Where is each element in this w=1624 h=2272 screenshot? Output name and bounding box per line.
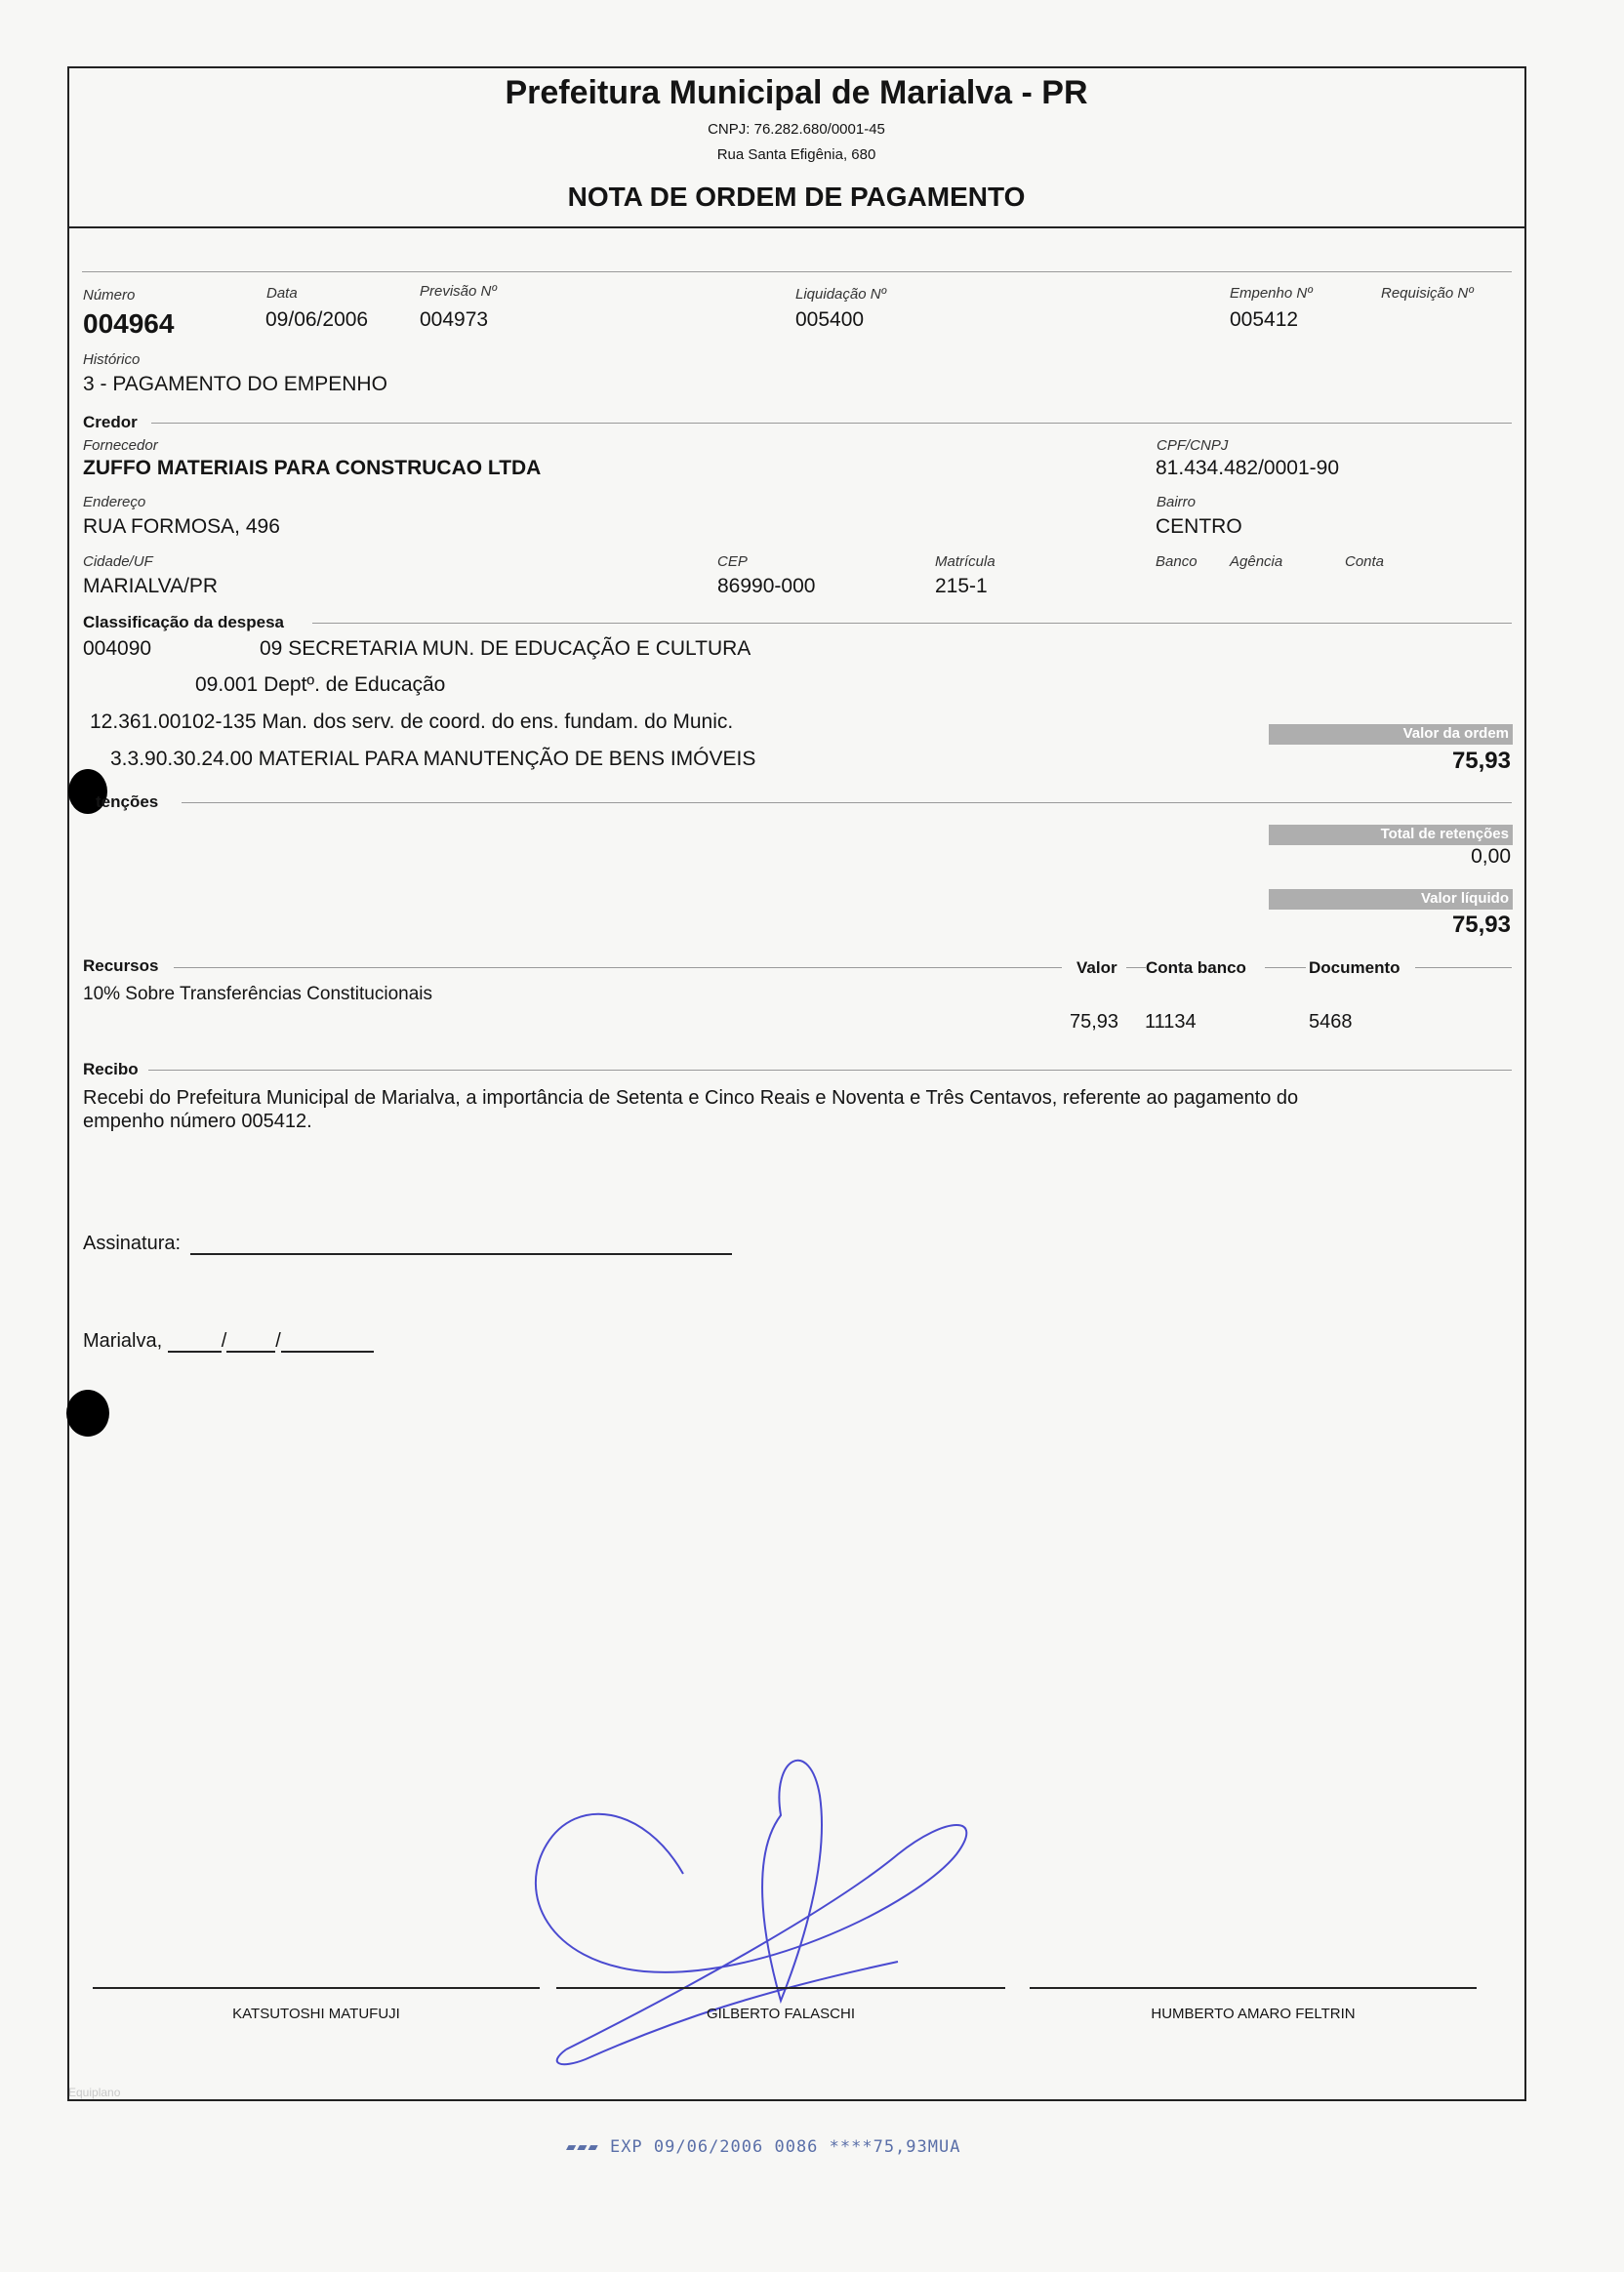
assinatura-line (190, 1232, 732, 1255)
credor-rule (151, 423, 1512, 424)
agencia-label: Agência (1230, 553, 1283, 570)
retencoes-rule (182, 802, 1512, 803)
recibo-rule (148, 1070, 1512, 1071)
cnpj-line: CNPJ: 76.282.680/0001-45 (708, 121, 885, 138)
recursos-conta-col: Conta banco (1146, 958, 1246, 977)
cep-value: 86990-000 (717, 575, 816, 597)
local-data-row: Marialva, / / (83, 1329, 374, 1353)
cpf-value: 81.434.482/0001-90 (1156, 457, 1340, 479)
bank-stamp-text: EXP 09/06/2006 0086 ****75,93MUA (609, 2137, 961, 2157)
punch-hole-mark-2 (66, 1390, 109, 1437)
bairro-value: CENTRO (1156, 515, 1242, 538)
liquidacao-label: Liquidação Nº (795, 286, 887, 303)
elemento-value: 3.3.90.30.24.00 MATERIAL PARA MANUTENÇÃO DE BENS IMÓVEIS (110, 748, 756, 770)
total-retencoes-bar (1269, 825, 1513, 845)
recursos-rule-3 (1265, 967, 1306, 968)
recursos-descricao: 10% Sobre Transferências Constitucionais (83, 984, 433, 1004)
recursos-rule (174, 967, 1062, 968)
month-blank (226, 1329, 275, 1353)
numero-value: 004964 (83, 308, 175, 339)
equiplano-watermark: Equiplano (68, 2086, 121, 2099)
signature-line-right (1030, 1987, 1477, 1989)
bairro-label: Bairro (1157, 494, 1197, 510)
retencoes-heading: tenções (96, 792, 159, 811)
matricula-label: Matrícula (935, 553, 995, 570)
recursos-documento-col: Documento (1309, 958, 1401, 977)
ids-rule (82, 271, 1512, 272)
recursos-heading: Recursos (83, 956, 159, 975)
credor-heading: Credor (83, 413, 138, 431)
day-blank (168, 1329, 222, 1353)
valor-ordem-label: Valor da ordem (1402, 725, 1509, 742)
previsao-label: Previsão Nº (420, 283, 497, 300)
endereco-label: Endereço (83, 494, 146, 510)
signatory-right: HUMBERTO AMARO FELTRIN (1151, 2006, 1356, 2022)
municipality-title: Prefeitura Municipal de Marialva - PR (505, 74, 1088, 111)
valor-liquido-value: 75,93 (1451, 912, 1511, 938)
valor-ordem-value: 75,93 (1451, 748, 1511, 774)
recibo-heading: Recibo (83, 1060, 139, 1078)
signature-line-left (93, 1987, 540, 1989)
programa-value: 12.361.00102-135 Man. dos serv. de coord. do ens. fundam. do Munic. (90, 710, 734, 733)
recibo-text-line2: empenho número 005412. (83, 1111, 312, 1132)
total-retencoes-value: 0,00 (1471, 845, 1511, 868)
assinatura-label: Assinatura: (83, 1233, 182, 1254)
signatory-left: KATSUTOSHI MATUFUJI (232, 2006, 400, 2022)
valor-liquido-label: Valor líquido (1420, 890, 1509, 907)
secretaria-value: 09 SECRETARIA MUN. DE EDUCAÇÃO E CULTURA (260, 637, 751, 660)
empenho-label: Empenho Nº (1230, 285, 1313, 302)
total-retencoes-label: Total de retenções (1380, 826, 1509, 842)
bank-logo-icon: ▰▰▰ (566, 2137, 610, 2157)
data-label: Data (266, 285, 298, 302)
previsao-value: 004973 (420, 308, 489, 331)
liquidacao-value: 005400 (795, 308, 865, 331)
departamento-value: 09.001 Deptº. de Educação (195, 673, 446, 696)
data-value: 09/06/2006 (265, 308, 369, 331)
numero-label: Número (83, 287, 136, 304)
fornecedor-value: ZUFFO MATERIAIS PARA CONSTRUCAO LTDA (83, 457, 542, 479)
recursos-valor-col: Valor (1076, 958, 1117, 977)
recursos-conta: 11134 (1145, 1011, 1197, 1033)
matricula-value: 215-1 (935, 575, 988, 597)
recursos-rule-2 (1126, 967, 1146, 968)
fornecedor-label: Fornecedor (83, 437, 158, 454)
recursos-valor: 75,93 (1070, 1011, 1119, 1033)
valor-liquido-bar (1269, 889, 1513, 910)
historico-value: 3 - PAGAMENTO DO EMPENHO (83, 373, 387, 395)
classificacao-code: 004090 (83, 637, 152, 660)
cpf-label: CPF/CNPJ (1157, 437, 1229, 454)
recibo-text-line1: Recebi do Prefeitura Municipal de Marialva, a importância de Setenta e Cinco Reais e Noventa e Três Centavos, referente ao pagamento do (83, 1087, 1299, 1109)
cep-label: CEP (717, 553, 748, 570)
year-blank (281, 1329, 374, 1353)
cidade-value: MARIALVA/PR (83, 575, 219, 597)
header-divider (67, 226, 1526, 228)
document-title: NOTA DE ORDEM DE PAGAMENTO (567, 182, 1026, 212)
cidade-label: Cidade/UF (83, 553, 153, 570)
endereco-value: RUA FORMOSA, 496 (83, 515, 280, 538)
historico-label: Histórico (83, 351, 141, 368)
requisicao-label: Requisição Nº (1381, 285, 1474, 302)
assinatura-row (83, 1232, 732, 1255)
bank-stamp (566, 2137, 960, 2157)
conta-label: Conta (1345, 553, 1385, 570)
recursos-rule-4 (1415, 967, 1512, 968)
empenho-value: 005412 (1230, 308, 1299, 331)
local-label: Marialva, (83, 1330, 163, 1352)
classificacao-rule (312, 623, 1512, 624)
signatory-center: GILBERTO FALASCHI (707, 2006, 855, 2022)
address-line: Rua Santa Efigênia, 680 (716, 146, 876, 163)
valor-ordem-bar (1269, 724, 1513, 745)
banco-label: Banco (1156, 553, 1198, 570)
classificacao-heading: Classificação da despesa (83, 613, 285, 631)
recursos-documento: 5468 (1309, 1011, 1353, 1033)
signature-line-center (556, 1987, 1005, 1989)
